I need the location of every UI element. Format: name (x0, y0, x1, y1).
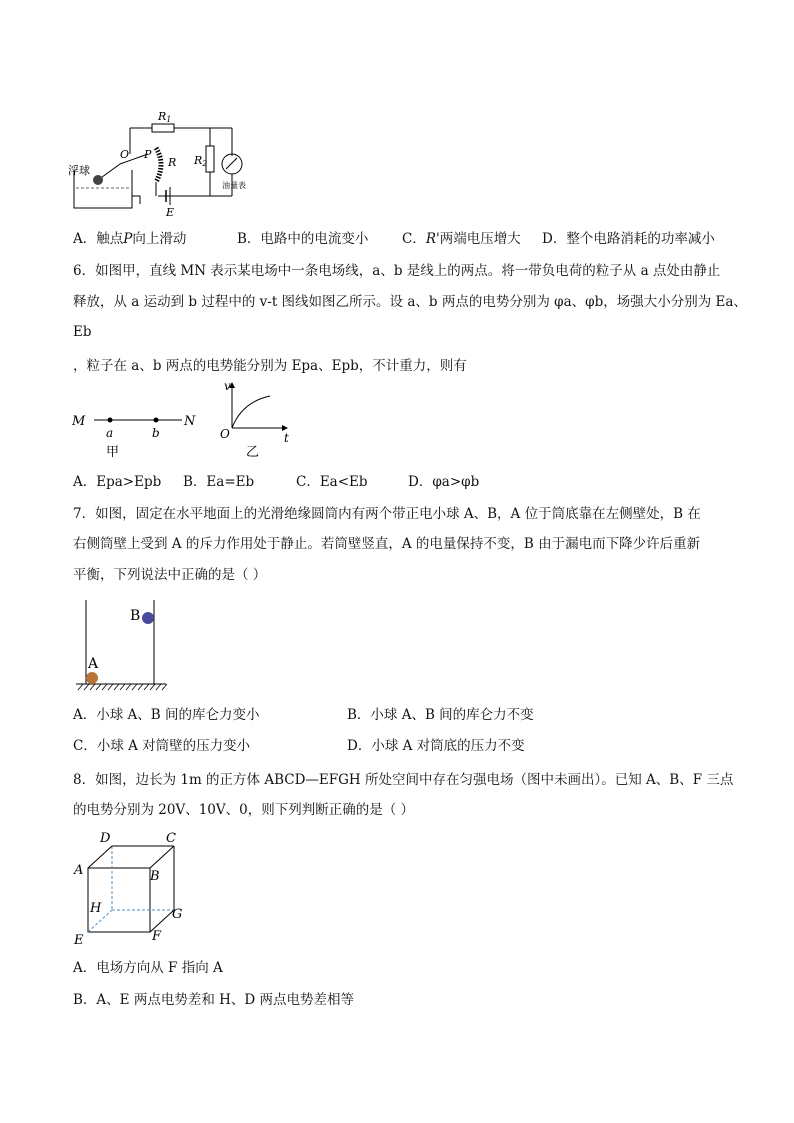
q6-text-line-4: ，粒子在 a、b 两点的电势能分别为 Epa、Epb，不计重力，则有 (73, 358, 467, 374)
q7-text-line-3: 平衡，下列说法中正确的是（ ） (73, 567, 267, 583)
svg-text:O: O (220, 427, 230, 441)
ball-a-icon (86, 672, 98, 684)
q6-option-b: B．Ea=Eb (183, 474, 255, 490)
q6-text-line-2: 释放，从 a 运动到 b 过程中的 v-t 图线如图乙所示。设 a、b 两点的电势分别为 φa、φb，场强大小分别为 Ea、 (73, 294, 747, 310)
circuit-diagram (70, 108, 270, 218)
svg-text:B: B (150, 869, 160, 884)
svg-text:N: N (184, 414, 196, 429)
svg-text:A: A (88, 656, 99, 672)
r1-resistor (152, 124, 174, 132)
q8-option-b: B．A、E 两点电势差和 H、D 两点电势差相等 (73, 992, 354, 1008)
svg-text:b: b (152, 426, 160, 440)
q5-option-d: D．整个电路消耗的功率减小 (542, 231, 715, 247)
q8-text-line-1: 8．如图，边长为 1m 的正方体 ABCD—EFGH 所处空间中存在匀强电场（图中未画出）。已知 A、B、F 三点 (73, 772, 734, 788)
svg-text:F: F (152, 929, 162, 944)
q6-text-line-3: Eb (73, 324, 92, 340)
svg-text:P: P (144, 148, 152, 161)
svg-text:M: M (72, 414, 86, 429)
svg-text:乙: 乙 (246, 445, 260, 460)
svg-text:E: E (166, 206, 175, 219)
q6-option-a: A．Epa>Epb (73, 474, 162, 490)
svg-text:R1: R1 (158, 110, 172, 124)
q7-option-b: B．小球 A、B 间的库仑力不变 (347, 707, 534, 723)
meter-label: 油量表 (222, 181, 246, 190)
svg-text:H: H (90, 901, 102, 916)
q8-cube-figure (72, 830, 192, 950)
svg-text:t: t (284, 431, 289, 445)
svg-text:甲: 甲 (106, 445, 120, 460)
svg-text:G: G (172, 907, 183, 922)
q5-option-c: C．R'两端电压增大 (402, 231, 521, 247)
svg-text:v: v (224, 379, 231, 393)
q7-cylinder-figure (72, 598, 182, 698)
q7-option-a: A．小球 A、B 间的库仑力变小 (73, 707, 260, 723)
svg-text:O: O (120, 148, 130, 161)
q6-option-c: C．Ea<Eb (296, 474, 368, 490)
svg-text:R2: R2 (194, 154, 208, 168)
q5-option-a: A．触点P向上滑动 (73, 231, 187, 247)
ball-b-icon (142, 612, 154, 624)
q5-option-b: B．电路中的电流变小 (237, 231, 369, 247)
svg-text:a: a (106, 426, 114, 440)
q7-option-d: D．小球 A 对筒底的压力不变 (347, 738, 525, 754)
q7-option-c: C．小球 A 对筒壁的压力变小 (73, 738, 251, 754)
svg-text:D: D (100, 831, 111, 846)
q6-figure (72, 380, 312, 460)
q8-text-line-2: 的电势分别为 20V、10V、0，则下列判断正确的是（ ） (73, 802, 415, 818)
svg-text:R: R (168, 156, 177, 169)
svg-text:B: B (130, 608, 141, 624)
q7-text-line-2: 右侧筒壁上受到 A 的斥力作用处于静止。若筒壁竖直，A 的电量保持不变，B 由于漏电而下降少许后重新 (73, 536, 701, 552)
float-label: 浮球 (68, 164, 90, 177)
float-ball-icon (93, 175, 103, 185)
svg-text:E: E (74, 933, 84, 948)
q6-option-d: D．φa>φb (408, 474, 480, 490)
svg-text:C: C (166, 831, 176, 846)
svg-text:A: A (74, 863, 84, 878)
q7-text-line-1: 7．如图，固定在水平地面上的光滑绝缘圆筒内有两个带正电小球 A、B，A 位于筒底靠在左侧壁处，B 在 (73, 506, 701, 522)
oil-gauge-icon (222, 154, 242, 174)
q6-text-line-1: 6．如图甲，直线 MN 表示某电场中一条电场线，a、b 是线上的两点。将一带负电荷的粒子从 a 点处由静止 (73, 263, 721, 279)
q8-option-a: A．电场方向从 F 指向 A (73, 960, 223, 976)
